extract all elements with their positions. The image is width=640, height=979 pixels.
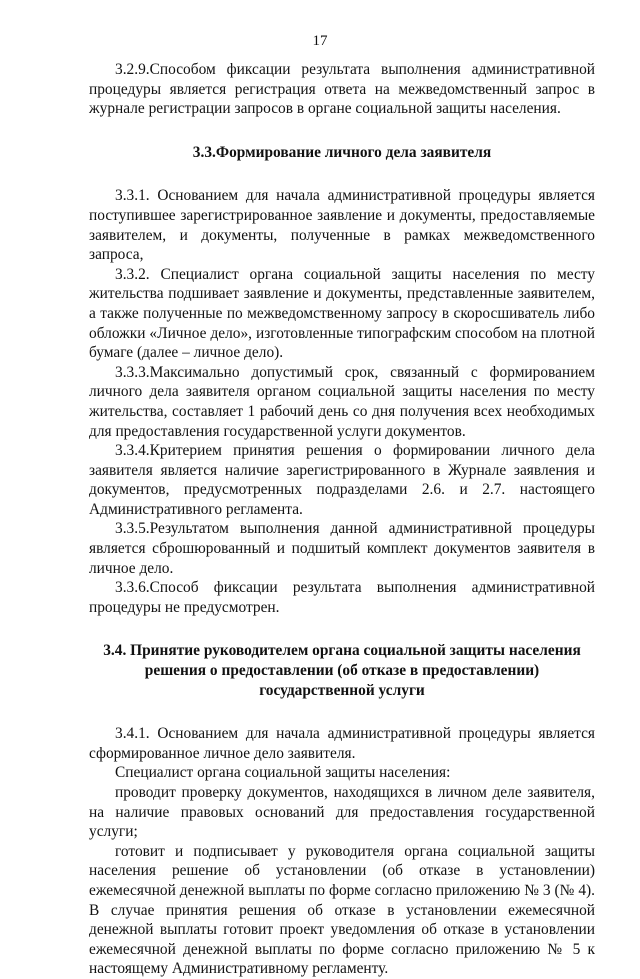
paragraph-3-3-4: 3.3.4.Критерием принятия решения о формировании личного дела заявителя является наличие зарегистрированного в Журнале заявления и документов, предусмотренных подразделами 2.6. и 2.7. настоящего Административного регламента. [89, 442, 595, 518]
section-heading-3-4-line3: государственной услуги [259, 681, 425, 699]
paragraph-prepare-decision: готовит и подписывает у руководителя органа социальной защиты населения решение об установлении (об отказе в установлении) ежемесячной денежной выплаты по форме согласно приложению № 3 (№ 4). В случае принятия решения об отказе в установлении ежемесячной денежной выплаты готовит проект уведомления об отказе в установлении ежемесячной денежной выплаты по форме согласно приложению № 5 к настоящему Административному регламенту. [89, 842, 595, 978]
paragraph-3-3-6: 3.3.6.Способ фиксации результата выполнения административной процедуры не предусмотрен. [89, 579, 595, 616]
paragraph-specialist: Специалист органа социальной защиты населения: [115, 764, 451, 782]
section-heading-3-3: 3.3.Формирование личного дела заявителя [192, 143, 492, 161]
section-heading-3-4-line2: решения о предоставлении (об отказе в предоставлении) [144, 662, 540, 680]
section-heading-3-4-line1: 3.4. Принятие руководителем органа социальной защиты населения [103, 642, 581, 660]
paragraph-3-3-2: 3.3.2. Специалист органа социальной защиты населения по месту жительства подшивает заявление и документы, представленные заявителем, а также полученные по межведомственному запросу в скоросшиватель либо обложки «Личное дело», изготовленные типографским способом на плотной бумаге (далее – личное дело). [89, 265, 595, 362]
paragraph-3-2-9: 3.2.9.Способом фиксации результата выполнения административной процедуры является регистрация ответа на межведомственный запрос в журнале регистрации запросов в органе социальной защиты населения. [89, 61, 595, 118]
paragraph-check-documents: проводит проверку документов, находящихся в личном деле заявителя, на наличие правовых оснований для предоставления государственной услуги; [89, 784, 595, 841]
document-body [89, 60, 595, 979]
paragraph-3-3-1: 3.3.1. Основанием для начала административной процедуры является поступившее зарегистрированное заявление и документы, предоставляемые заявителем, и документы, полученные в рамках межведомственного запроса, [89, 187, 595, 264]
paragraph-3-3-3: 3.3.3.Максимально допустимый срок, связанный с формированием личного дела заявителя органом социальной защиты населения по месту жительства, составляет 1 рабочий день со дня получения всех необходимых для предоставления государственной услуги документов. [89, 363, 595, 440]
page-number: 17 [312, 33, 328, 49]
paragraph-3-4-1: 3.4.1. Основанием для начала административной процедуры является сформированное личное дело заявителя. [89, 725, 595, 762]
paragraph-3-3-5: 3.3.5.Результатом выполнения данной административной процедуры является сброшюрованный и подшитый комплект документов заявителя в личное дело. [89, 520, 595, 577]
